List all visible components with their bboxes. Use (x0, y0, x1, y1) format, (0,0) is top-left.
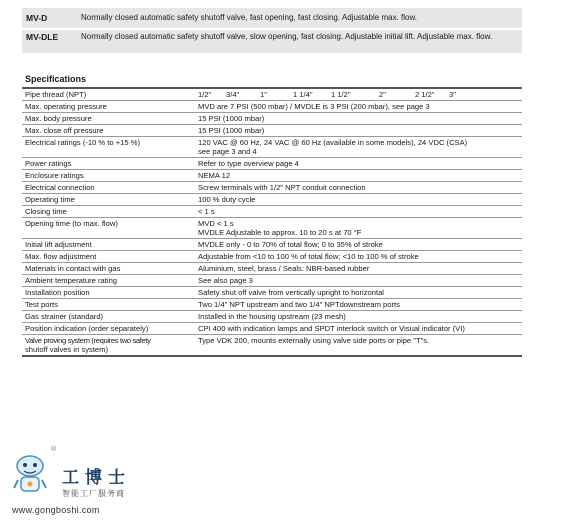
spec-value-line: Refer to type overview page 4 (198, 159, 299, 168)
spec-value-line: See also page 3 (198, 276, 253, 285)
pipe-size: 2" (379, 90, 386, 99)
spec-label-line: Enclosure ratings (25, 171, 84, 180)
spec-value (195, 101, 522, 113)
spec-label-line: Test ports (25, 300, 58, 309)
model-description: Normally closed automatic safety shutoff valve, slow opening, fast closing. Adjustable initial lift. Adjustable max. flow. (81, 32, 493, 41)
spec-label (22, 113, 195, 125)
table-row (22, 263, 522, 275)
spec-value (195, 170, 522, 182)
spec-label (22, 182, 195, 194)
spec-label (22, 287, 195, 299)
spec-label-line: Installation position (25, 288, 90, 297)
spec-value-line: see page 3 and 4 (198, 147, 257, 156)
spec-label-line: Electrical ratings (-10 % to +15 %) (25, 138, 141, 147)
spec-value-line: < 1 s (198, 207, 215, 216)
spec-value-line: MVDLE Adjustable to approx. 10 to 20 s at 70 °F (198, 228, 362, 237)
spec-value (195, 182, 522, 194)
spec-label-line: Power ratings (25, 159, 72, 168)
spec-label-line: Valve proving system (requires two safety (25, 336, 151, 345)
pipe-sizes (195, 88, 522, 101)
model-row (22, 8, 522, 30)
spec-label-line: Position indication (order separately) (25, 324, 149, 333)
spec-value-line: 120 VAC @ 60 Hz, 24 VAC @ 60 Hz (available in some models), 24 VDC (CSA) (198, 138, 468, 147)
spec-value-line: Aluminium, steel, brass / Seals: NBR-based rubber (198, 264, 370, 273)
spec-label (22, 206, 195, 218)
robot-mascot-icon (14, 456, 46, 491)
table-row (22, 239, 522, 251)
spec-value-line: Screw terminals with 1/2" NPT conduit connection (198, 183, 366, 192)
table-row (22, 206, 522, 218)
spec-label (22, 158, 195, 170)
table-row (22, 125, 522, 137)
spec-value (195, 275, 522, 287)
spec-value-line: 15 PSI (1000 mbar) (198, 114, 265, 123)
spec-value (195, 158, 522, 170)
spec-label-line: Gas strainer (standard) (25, 312, 104, 321)
spec-label (22, 311, 195, 323)
spec-label-line: Max. body pressure (25, 114, 92, 123)
spec-label-line: Electrical connection (25, 183, 95, 192)
spec-label-line: Max. flow adjustment (25, 252, 97, 261)
spec-label-line: Initial lift adjustment (25, 240, 92, 249)
spec-value (195, 206, 522, 218)
spec-value (195, 323, 522, 335)
spec-label-line: Ambient temperature rating (25, 276, 118, 285)
specifications-title: Specifications (25, 74, 87, 84)
spec-value (195, 125, 522, 137)
spec-value (195, 335, 522, 357)
brand-tagline-cn: 智能工厂服务商 (62, 489, 125, 498)
spec-value (195, 218, 522, 239)
model-description: Normally closed automatic safety shutoff valve, fast opening, fast closing. Adjustable max. flow. (81, 13, 418, 22)
spec-label (22, 263, 195, 275)
pipe-size: 3" (449, 90, 456, 99)
pipe-size: 2 1/2" (415, 90, 435, 99)
table-row (22, 251, 522, 263)
table-row (22, 323, 522, 335)
spec-label-line: Max. close off pressure (25, 126, 104, 135)
spec-label (22, 137, 195, 158)
table-row (22, 311, 522, 323)
spec-value-line: Adjustable from <10 to 100 % of total flow; <10 to 100 % of stroke (198, 252, 419, 261)
spec-value-line: CPI 400 with indication lamps and SPDT interlock switch or Visual indicator (VI) (198, 324, 465, 333)
table-row (22, 194, 522, 206)
spec-value (195, 194, 522, 206)
pipe-size: 3/4" (226, 90, 240, 99)
spec-label-line: Operating time (25, 195, 75, 204)
table-row (22, 182, 522, 194)
spec-value-line: Type VDK 200, mounts externally using valve side ports or pipe "T"s. (198, 336, 430, 345)
specifications-table (22, 87, 522, 357)
spec-label (22, 275, 195, 287)
brand-name-cn: 工博士 (62, 468, 131, 488)
brand-url: www.gongboshi.com (12, 505, 100, 515)
spec-value-line: Two 1/4" NPT upstream and two 1/4" NPTdownstream ports (198, 300, 400, 309)
spec-value (195, 251, 522, 263)
spec-label (22, 323, 195, 335)
table-row (22, 158, 522, 170)
spec-value (195, 263, 522, 275)
pipe-size: 1 1/4" (293, 90, 313, 99)
table-row (22, 170, 522, 182)
table-row (22, 335, 522, 357)
pipe-size: 1/2" (198, 90, 212, 99)
spec-label-line: shutoff valves in system) (25, 345, 109, 354)
spec-label-line: Closing time (25, 207, 67, 216)
spec-value-line: NEMA 12 (198, 171, 231, 180)
spec-value (195, 299, 522, 311)
table-row (22, 88, 522, 101)
spec-value (195, 239, 522, 251)
table-row (22, 287, 522, 299)
model-code: MV-D (26, 13, 48, 23)
spec-label (22, 335, 195, 357)
spec-label (22, 170, 195, 182)
spec-value (195, 287, 522, 299)
spec-label (22, 101, 195, 113)
pipe-size: 1" (260, 90, 267, 99)
spec-label (22, 239, 195, 251)
spec-value (195, 311, 522, 323)
table-row (22, 218, 522, 239)
spec-label (22, 251, 195, 263)
table-row (22, 299, 522, 311)
table-row (22, 137, 522, 158)
table-row (22, 101, 522, 113)
table-row (22, 275, 522, 287)
spec-label (22, 299, 195, 311)
model-list (22, 8, 522, 55)
spec-label-line: Materials in contact with gas (25, 264, 121, 273)
spec-value-line: MVDLE only - 0 to 70% of total flow; 0 to 35% of stroke (198, 240, 383, 249)
spec-value-line: 100 % duty cycle (198, 195, 256, 204)
spec-label-line: Max. operating pressure (25, 102, 107, 111)
model-row (22, 30, 522, 55)
pipe-size: 1 1/2" (331, 90, 351, 99)
model-code: MV-DLE (26, 32, 59, 42)
spec-label (22, 194, 195, 206)
spec-label (22, 218, 195, 239)
spec-value (195, 137, 522, 158)
spec-value (195, 113, 522, 125)
spec-value-line: Installed in the housing upstream (23 mesh) (198, 312, 346, 321)
registered-mark: ® (51, 446, 57, 453)
table-row (22, 113, 522, 125)
spec-label (22, 125, 195, 137)
spec-label: Pipe thread (NPT) (25, 90, 87, 99)
spec-label-line: Opening time (to max. flow) (25, 219, 118, 228)
spec-value-line: Safety shut off valve from vertically upright to horizontal (198, 288, 384, 297)
spec-value-line: MVD are 7 PSI (500 mbar) / MVDLE is 3 PSI (200 mbar), see page 3 (198, 102, 430, 111)
spec-value-line: MVD < 1 s (198, 219, 234, 228)
spec-value-line: 15 PSI (1000 mbar) (198, 126, 265, 135)
